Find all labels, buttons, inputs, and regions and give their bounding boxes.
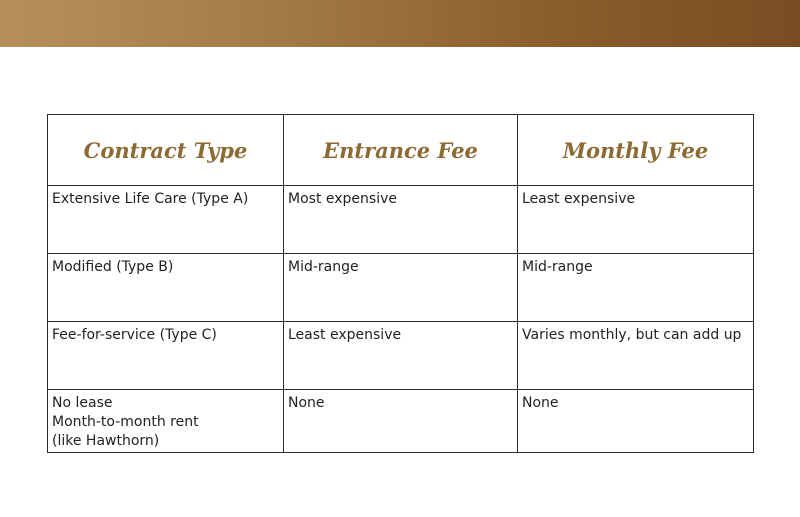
contract-type-line: Extensive Life Care (Type A) (52, 191, 249, 207)
table-row (48, 390, 754, 453)
contract-type-line: Fee-for-service (Type C) (52, 327, 217, 343)
header-monthly-fee: Monthly Fee (518, 115, 754, 186)
monthly-fee-cell: Least expensive (518, 186, 754, 254)
contract-type-cell (48, 322, 284, 390)
contract-type-line: No lease (52, 395, 113, 411)
contract-type-cell (48, 186, 284, 254)
header-entrance-fee: Entrance Fee (284, 115, 518, 186)
table-row (48, 322, 754, 390)
contract-type-cell (48, 390, 284, 453)
contract-type-cell (48, 254, 284, 322)
contract-type-line: Month-to-month rent (52, 414, 199, 430)
entrance-fee-cell: Least expensive (284, 322, 518, 390)
monthly-fee-cell: None (518, 390, 754, 453)
entrance-fee-cell: Most expensive (284, 186, 518, 254)
monthly-fee-cell: Varies monthly, but can add up (518, 322, 754, 390)
header-contract-type: Contract Type (48, 115, 284, 186)
contract-fee-table (47, 114, 754, 453)
entrance-fee-cell: Mid-range (284, 254, 518, 322)
table-row (48, 186, 754, 254)
contract-type-line: Modified (Type B) (52, 259, 174, 275)
table-row (48, 254, 754, 322)
contract-type-line: (like Hawthorn) (52, 433, 160, 449)
monthly-fee-cell: Mid-range (518, 254, 754, 322)
top-banner (0, 0, 800, 47)
entrance-fee-cell: None (284, 390, 518, 453)
table-header-row (48, 115, 754, 186)
